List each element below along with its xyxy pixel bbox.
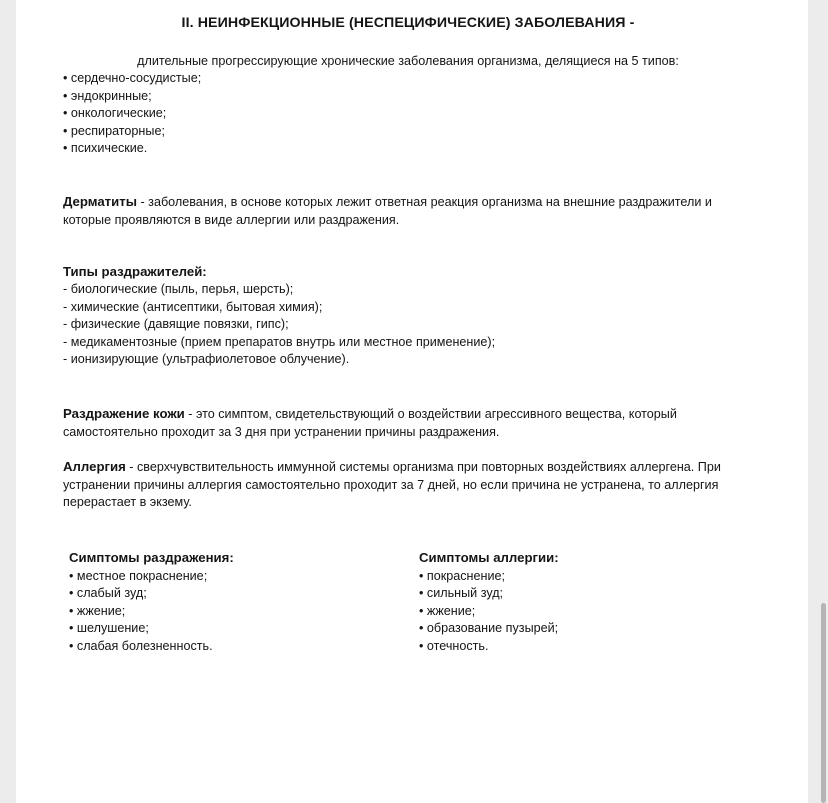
irritation-symptoms-column (69, 549, 234, 656)
list-item: • онкологические; (63, 106, 167, 121)
list-item: • сильный зуд; (419, 586, 504, 601)
allergy-symptoms-heading: Симптомы аллергии: (419, 550, 559, 565)
list-item: • шелушение; (69, 621, 149, 636)
dermatitis-term: Дерматиты (63, 194, 137, 209)
section-title: II. НЕИНФЕКЦИОННЫЕ (НЕСПЕЦИФИЧЕСКИЕ) ЗАБОЛЕВАНИЯ - (181, 15, 635, 31)
scrollbar-thumb[interactable] (821, 603, 826, 803)
document-page (16, 0, 808, 803)
irritation-symptoms-heading: Симптомы раздражения: (69, 550, 234, 565)
list-item: • психические. (63, 141, 148, 156)
list-item: • сердечно-сосудистые; (63, 71, 202, 85)
list-item: - химические (антисептики, бытовая химия); (63, 299, 323, 314)
list-item: - медикаментозные (прием препаратов внутрь или местное применение); (63, 334, 496, 349)
list-item: • отечность. (419, 638, 489, 653)
list-item: • жжение; (69, 603, 126, 618)
list-item: - биологические (пыль, перья, шерсть); (63, 282, 294, 296)
scrollbar[interactable] (818, 0, 828, 803)
irritants-heading: Типы раздражителей: (63, 264, 207, 279)
allergy-text: - сверхчувствительность иммунной системы организма при повторных воздействиях аллергена. При устранении причины аллергия самостоятельно проходит за 7 дней, но если причина не устранена, то аллергия перерастает в экзему. (63, 460, 721, 510)
list-item: • респираторные; (63, 123, 165, 138)
list-item: - ионизирующие (ультрафиолетовое облучение). (63, 352, 350, 367)
list-item: • эндокринные; (63, 88, 152, 103)
allergy-term: Аллергия (63, 459, 126, 474)
skin-irritation-text: - это симптом, свидетельствующий о воздействии агрессивного вещества, который самостоятельно проходит за 3 дня при устранении причины раздражения. (63, 407, 677, 439)
list-item: • образование пузырей; (419, 621, 559, 636)
dermatitis-text: - заболевания, в основе которых лежит ответная реакция организма на внешние раздражители и которые проявляются в виде аллергии или раздражения. (63, 195, 712, 227)
dermatitis-paragraph (63, 193, 745, 229)
list-item: • слабый зуд; (69, 586, 147, 601)
irritants-list (63, 281, 495, 369)
list-item: • слабая болезненность. (69, 638, 213, 653)
list-item: - физические (давящие повязки, гипс); (63, 317, 289, 332)
disease-types-list (63, 70, 201, 158)
allergy-symptoms-list (419, 568, 559, 656)
list-item: • местное покраснение; (69, 568, 208, 583)
irritation-symptoms-list (69, 568, 234, 656)
list-item: • покраснение; (419, 568, 505, 583)
allergy-symptoms-column (419, 549, 559, 656)
skin-irritation-paragraph (63, 405, 745, 441)
skin-irritation-term: Раздражение кожи (63, 406, 185, 421)
allergy-paragraph (63, 458, 745, 512)
intro-text: длительные прогрессирующие хронические заболевания организма, делящиеся на 5 типов: (137, 54, 679, 68)
list-item: • жжение; (419, 603, 476, 618)
